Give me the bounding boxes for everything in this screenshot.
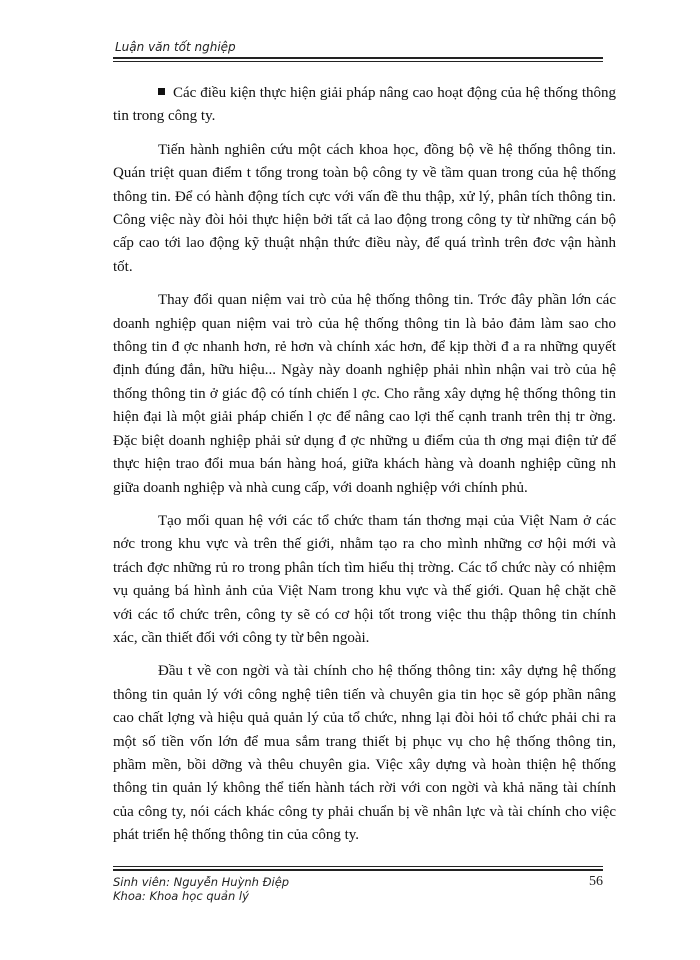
thesis-header-title: Luận văn tốt nghiệp bbox=[115, 40, 236, 54]
bullet-heading-text: Các điều kiện thực hiện giải pháp nâng cao hoạt động của hệ thống thông tin trong công ty. bbox=[113, 85, 616, 125]
footer-rule-thin bbox=[113, 866, 603, 867]
page-number: 56 bbox=[589, 874, 603, 889]
bullet-heading bbox=[113, 82, 616, 129]
header-rule-thick bbox=[113, 57, 603, 59]
faculty-name: Khoa: Khoa học quản lý bbox=[113, 889, 249, 903]
paragraph: Tiến hành nghiên cứu một cách khoa học, đồng bộ về hệ thống thông tin. Quán triệt quan điểm t tổng trong toàn bộ công ty về tầm quan trong của hệ thống thông tin. Để có hành động tích cực với vấn đề thu thập, xử lý, phân tích thông tin. Công việc này đòi hỏi thực hiện bởi tất cả lao động trong công ty từ những cán bộ cấp cao tới lao động kỹ thuật nhận thức điều này, để quá trình trên đơc vận hành tốt. bbox=[113, 141, 616, 275]
paragraph: Tạo mối quan hệ với các tổ chức tham tán thơng mại của Việt Nam ở các nớc trong khu vực và trên thế giới, nhằm tạo ra cho mình những cơ hội mới và trách đợc những rủ ro trong phân tích tìm hiểu thị trờng. Các tổ chức này có nhiệm vụ quảng bá hình ảnh của Việt Nam trong khu vực và thế giới. Quan hệ chặt chẽ với các tổ chức trên, công ty sẽ có cơ hội tốt trong việc thu thập thông tin chính xác, cần thiết đối với công ty từ bên ngoài. bbox=[113, 512, 616, 646]
footer-rule-thick bbox=[113, 869, 603, 871]
page-body bbox=[113, 82, 616, 858]
square-bullet-icon bbox=[158, 88, 165, 95]
page-header bbox=[113, 40, 603, 62]
page-footer bbox=[113, 866, 603, 903]
paragraph: Thay đổi quan niệm vai trò của hệ thống thông tin. Trớc đây phần lớn các doanh nghiệp quan niệm vai trò của hệ thống thông tin là bảo đảm làm sao cho thông tin đ ợc nhanh hơn, rẻ hơn và chính xác hơn, để kịp thời đ a ra những quyết định đúng đắn, hữu hiệu... Ngày này doanh nghiệp phải nhìn nhận vai trò của hệ thống thông tin ở giác độ có tính chiến l ợc. Cho rằng xây dựng hệ thống thông tin hiện đại là một giải pháp chiến l ợc để nâng cao lợi thế cạnh tranh trên thị tr ờng. Đặc biệt doanh nghiệp phải sử dụng đ ợc những u điểm của th ơng mại điện tử để thực hiện trao đổi mua bán hàng hoá, giữa khách hàng và doanh nghiệp cũng nh giữa doanh nghiệp và nhà cung cấp, với doanh nghiệp với chính phủ. bbox=[113, 292, 616, 496]
header-rule-thin bbox=[113, 61, 603, 62]
footer-info bbox=[113, 875, 603, 903]
paragraph: Đầu t về con ngời và tài chính cho hệ thống thông tin: xây dựng hệ thống thông tin quản lý với công nghệ tiên tiến và chuyên gia tin học sẽ góp phần nâng cao chất lợng và hiệu quả quản lý của tổ chức, nhng lại đòi hỏi tổ chức phải chi ra một số tiền vốn lớn để mua sắm trang thiết bị phục vụ cho hệ thống thông tin, phầm mền, bồi dỡng và thêu chuyên gia. Việc xây dựng và hoàn thiện hệ thống thông tin quản lý không thể tiến hành tách rời với con ngời và khả năng tài chính của công ty, nói cách khác công ty phải chuẩn bị về nhân lực và tài chính cho việc phát triển hệ thống thông tin của công ty. bbox=[113, 663, 616, 844]
student-name: Sinh viên: Nguyễn Huỳnh Điệp bbox=[113, 875, 290, 889]
